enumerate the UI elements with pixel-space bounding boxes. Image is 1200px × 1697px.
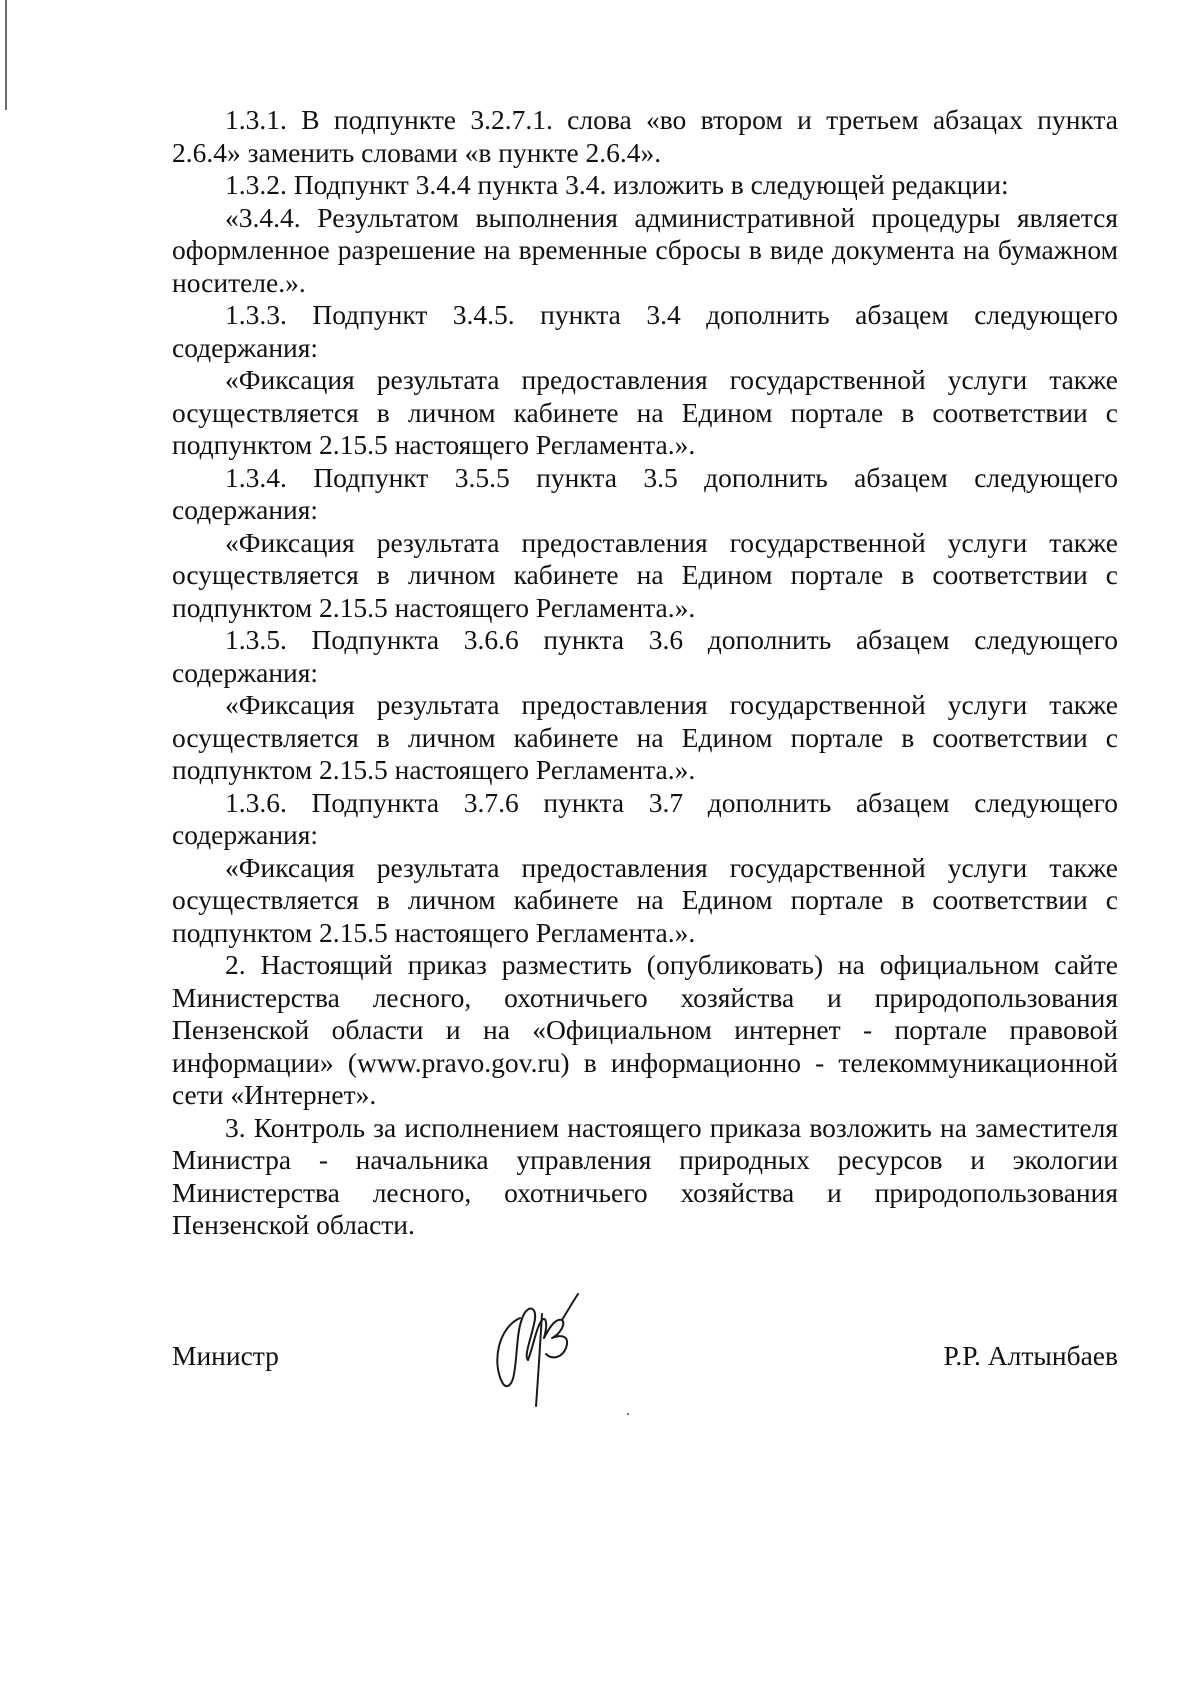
paragraph-1-3-4-quote: «Фиксация результата предоставления государственной услуги также осуществляется в личном кабинете на Едином портале в соответствии с подпунктом 2.15.5 настоящего Регламента.». — [172, 526, 1118, 623]
paragraph-1-3-6-quote: «Фиксация результата предоставления государственной услуги также осуществляется в личном кабинете на Едином портале в соответствии с подпунктом 2.15.5 настоящего Регламента.». — [172, 851, 1118, 948]
scan-edge-mark — [5, 0, 7, 110]
paragraph-1-3-5-quote: «Фиксация результата предоставления государственной услуги также осуществляется в личном кабинете на Едином портале в соответствии с подпунктом 2.15.5 настоящего Регламента.». — [172, 689, 1118, 785]
document-body — [172, 104, 1118, 1242]
paragraph-1-3-1: 1.3.1. В подпункте 3.2.7.1. слова «во втором и третьем абзацах пункта 2.6.4» заменить словами «в пункте 2.6.4». — [172, 104, 1118, 168]
paragraph-1-3-3-quote: «Фиксация результата предоставления государственной услуги также осуществляется в личном кабинете на Едином портале в соответствии с подпунктом 2.15.5 настоящего Регламента.». — [172, 364, 1118, 460]
handwritten-signature — [490, 1290, 590, 1408]
paragraph-1-3-2-quote: «3.4.4. Результатом выполнения административной процедуры является оформленное разрешение на временные сбросы в виде документа на бумажном носителе.». — [172, 201, 1118, 298]
paragraph-2: 2. Настоящий приказ разместить (опубликовать) на официальном сайте Министерства лесного, охотничьего хозяйства и природопользования Пензенской области и на «Официальном интернет - портале правовой информации» (www.pravo.gov.ru) в информационно - телекоммуникационной сети «Интернет». — [172, 949, 1118, 1110]
paragraph-1-3-5: 1.3.5. Подпункта 3.6.6 пункта 3.6 дополнить абзацем следующего содержания: — [172, 624, 1118, 688]
paragraph-3: 3. Контроль за исполнением настоящего приказа возложить на заместителя Министра - начальника управления природных ресурсов и экологии Министерства лесного, охотничьего хозяйства и природопользования Пензенской области. — [172, 1111, 1118, 1240]
paragraph-1-3-4: 1.3.4. Подпункт 3.5.5 пункта 3.5 дополнить абзацем следующего содержания: — [172, 461, 1118, 525]
signatory-name: Р.Р. Алтынбаев — [943, 1340, 1118, 1371]
scan-speck — [627, 1413, 629, 1415]
signatory-title: Министр — [172, 1340, 279, 1371]
paragraph-1-3-6: 1.3.6. Подпункта 3.7.6 пункта 3.7 дополнить абзацем следующего содержания: — [172, 786, 1118, 850]
signature-block — [172, 1340, 1118, 1380]
paragraph-1-3-3: 1.3.3. Подпункт 3.4.5. пункта 3.4 дополнить абзацем следующего содержания: — [172, 299, 1118, 363]
paragraph-1-3-2: 1.3.2. Подпункт 3.4.4 пункта 3.4. изложить в следующей редакции: — [225, 169, 1009, 200]
